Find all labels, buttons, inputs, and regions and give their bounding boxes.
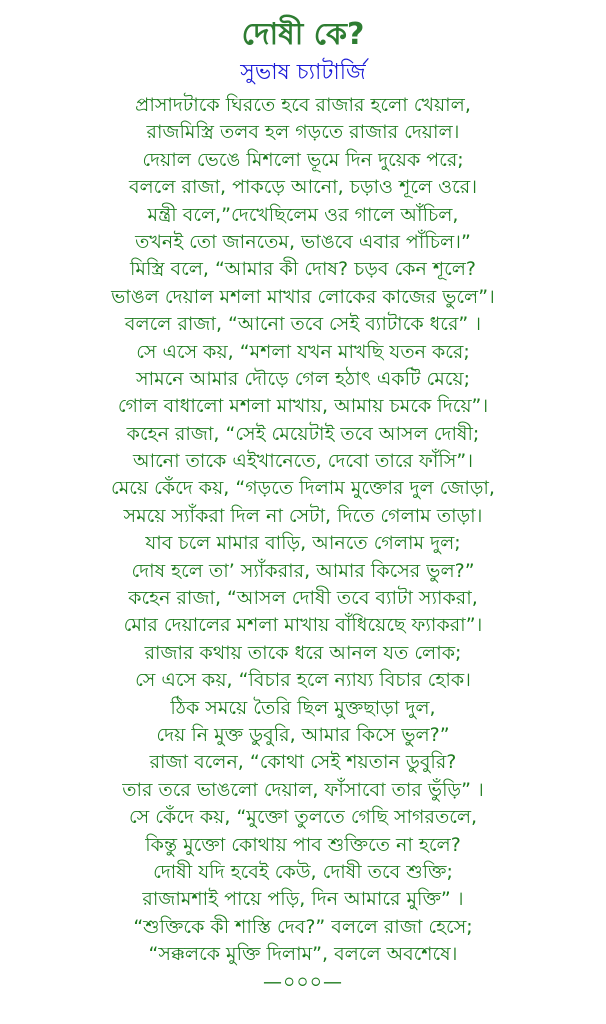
poem-body — [111, 92, 495, 969]
poem-line: “শুক্তিকে কী শাস্তি দেব?” বললে রাজা হেসে; — [133, 915, 473, 938]
poem-line: রাজমিস্ত্রি তলব হল গড়তে রাজার দেয়াল। — [146, 121, 460, 144]
poem-line: কহেন রাজা, “আসল দোষী তবে ব্যাটা স্যাকরা, — [128, 587, 478, 610]
poem-line: সময়ে স্যাঁকরা দিল না সেটা, দিতে গেলাম তাড়া। — [123, 504, 483, 527]
poem-line: সামনে আমার দৌড়ে গেল হঠাৎ একটি মেয়ে; — [136, 367, 470, 390]
poem-line: বললে রাজা, “আনো তবে সেই ব্যাটাকে ধরে” । — [124, 313, 482, 336]
poem-line: দেয় নি মুক্ত ডুবুরি, আমার কিসে ভুল?” — [156, 723, 450, 746]
poem-line: প্রাসাদটাকে ঘিরতে হবে রাজার হলো খেয়াল, — [135, 94, 471, 116]
poem-line: রাজা বলেন, “কোথা সেই শয়তান ডুবুরি? — [149, 751, 457, 774]
poem-line: যাব চলে মামার বাড়ি, আনতে গেলাম দুল; — [145, 532, 461, 555]
poem-line: “সক্কলকে মুক্তি দিলাম”, বললে অবশেষে। — [148, 943, 458, 966]
poem-title: দোষী কে? — [241, 17, 365, 52]
poem-line: দোষী যদি হবেই কেউ, দোষী তবে শুক্তি; — [153, 860, 453, 883]
poem-line: মন্ত্রী বলে,”দেখেছিলেম ওর গালে আঁচিল, — [147, 203, 459, 226]
poem-line: মেয়ে কেঁদে কয়, “গড়তে দিলাম মুক্তোর দুল জোড়া, — [111, 477, 495, 500]
poem-author: সুভাষ চ্যাটার্জি — [240, 60, 366, 85]
poem-line: দেয়াল ভেঙে মিশলো ভূমে দিন দুয়েক পরে; — [142, 148, 464, 171]
poem-line: রাজামশাই পায়ে পড়ি, দিন আমারে মুক্তি” । — [142, 888, 464, 911]
poem-line: সে এসে কয়, “মশলা যখন মাখছি যতন করে; — [136, 340, 470, 363]
poem-line: কিন্তু মুক্তো কোথায় পাব শুক্তিতে না হলে? — [145, 833, 461, 856]
poem-line: সে কেঁদে কয়, “মুক্তো তুলতে গেছি সাগরতলে, — [128, 806, 478, 829]
poem-line: মিস্ত্রি বলে, “আমার কী দোষ? চড়ব কেন শূলে? — [129, 258, 477, 281]
poem-line: তার তরে ভাঙলো দেয়াল, ফাঁসাবো তার ভুঁড়ি” । — [122, 778, 484, 801]
poem-line: দোষ হলে তা’ স্যাঁকরার, আমার কিসের ভুল?” — [131, 559, 475, 582]
poem-line: ঠিক সময়ে তৈরি ছিল মুক্তছাড়া দুল, — [170, 696, 436, 719]
poem-line: ভাঙল দেয়াল মশলা মাখার লোকের কাজের ভুলে”। — [111, 285, 495, 308]
poem-line: সে এসে কয়, “বিচার হলে ন্যায্য বিচার হোক। — [135, 669, 471, 692]
poem-line: বললে রাজা, পাকড়ে আনো, চড়াও শূলে ওরে। — [128, 176, 478, 199]
ending-mark: —০০০— — [262, 970, 344, 993]
poem-line: রাজার কথায় তাকে ধরে আনল যত লোক; — [144, 641, 462, 664]
poem-line: তখনই তো জানতেম, ভাঙবে এবার পাঁচিল।” — [135, 230, 471, 253]
poem-line: গোল বাধালো মশলা মাখায়, আমায় চমকে দিয়ে”। — [117, 395, 489, 418]
poem-line: আনো তাকে এইখানেতে, দেবো তারে ফাঁসি”। — [132, 450, 474, 473]
poem-line: মোর দেয়ালের মশলা মাখায় বাঁধিয়েছে ফ্যাকরা”। — [123, 614, 483, 637]
poem-line: কহেন রাজা, “সেই মেয়েটাই তবে আসল দোষী; — [126, 422, 480, 445]
